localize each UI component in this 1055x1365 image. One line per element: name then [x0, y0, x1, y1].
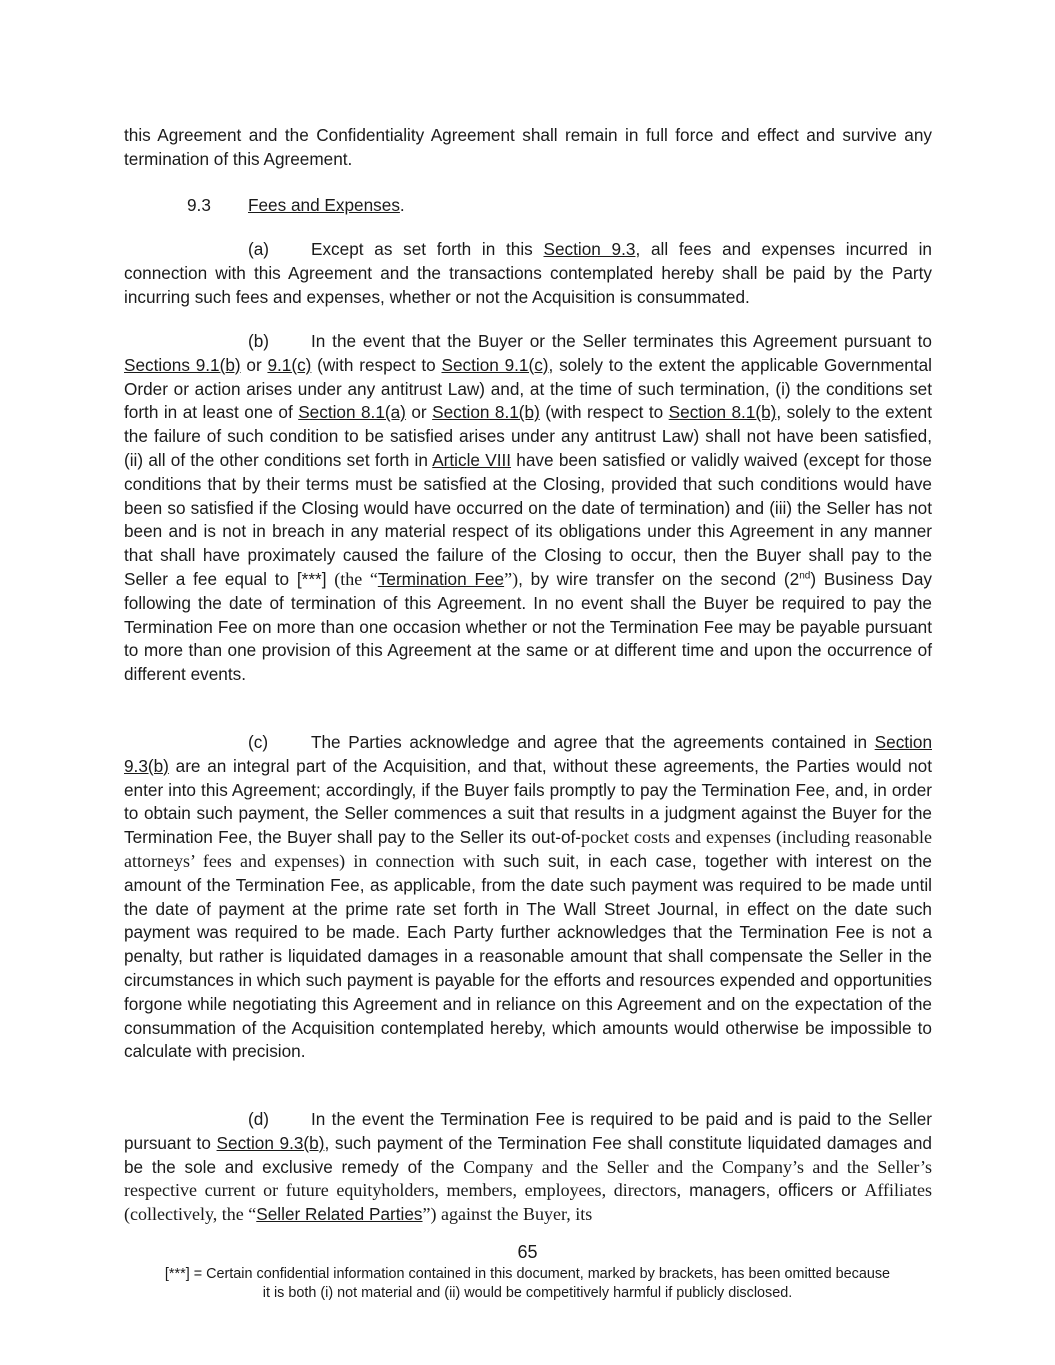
para-a-text-2: , all fees and expenses incurred in connection with this Agreement and the transactions contemplated hereby shall be paid by the Party incurring such fees and expenses, whether or not the Acquisition is consummated. — [124, 239, 932, 307]
paragraph-a-label: (a) — [248, 239, 270, 259]
para-a-text-1: Except as set forth in this — [311, 239, 544, 259]
article-reference-link: Article VIII — [432, 449, 512, 470]
section-title: Fees and Expenses — [248, 195, 400, 215]
paragraph-b-label: (b) — [248, 331, 270, 351]
section-title-period: . — [399, 195, 405, 215]
para-b-text-7: , solely to the extent the failure of such condition to be satisfied arises under any antitrust Law) shall not have been satisfied, (ii) all of the other conditions set forth in — [124, 402, 932, 470]
para-b-text-4: , solely to the extent the applicable Governmental Order or action arises under any antitrust Law) and, at the time of such termination, (i) the conditions set forth in at least one of — [124, 354, 932, 423]
para-d-text-5: Affiliates (collectively, the “ — [124, 1180, 932, 1225]
para-b-text-1: In the event that the Buyer or the Seller terminates this Agreement pursuant to — [311, 331, 932, 351]
defined-term-seller-related-parties: Seller Related Parties — [256, 1204, 423, 1225]
defined-term-termination-fee: Termination Fee — [377, 568, 505, 589]
footnote-line-2: it is both (i) not material and (ii) would be competitively harmful if publicly disclosed. — [262, 1285, 793, 1301]
section-reference-link: Section 9.3(b) — [216, 1132, 325, 1153]
para-b-text-10: ”) — [504, 568, 519, 589]
section-reference-link: Section 9.3 — [543, 239, 636, 259]
para-d-text-3: Company and the Seller and the Company’s and the Seller’s respective current or future equityholders, members, employees, directors, — [124, 1156, 932, 1201]
para-b-text-6: (with respect to — [539, 402, 669, 423]
paragraph-c-label: (c) — [248, 732, 269, 752]
section-reference-link: Sections 9.1(b) — [124, 354, 241, 375]
footnote-line-1: [***] = Certain confidential information contained in this document, marked by brackets, has been omitted because — [164, 1266, 891, 1282]
para-b-text-5: or — [405, 402, 433, 423]
paragraph-c — [124, 731, 932, 1064]
paragraph-a — [124, 238, 932, 309]
paragraph-b — [124, 330, 932, 687]
para-c-text-3: pocket costs and expenses (including reasonable attorneys’ fees and expenses) in connection with — [124, 827, 932, 871]
para-b-text-12: ) Business Day following the date of termination of this Agreement. In no event shall the Buyer be required to pay the Termination Fee on more than one occasion whether or not the Termination Fee may be payable pursuant to more than one provision of this Agreement at the same or at different time and upon the occurrence of different events. — [124, 568, 932, 685]
section-reference-link: Section 9.1(c) — [441, 354, 549, 375]
section-reference-link: 9.1(c) — [267, 354, 312, 375]
para-d-text-1: In the event the Termination Fee is required to be paid and is paid to the Seller pursuant to — [124, 1109, 932, 1153]
paragraph-d-label: (d) — [248, 1109, 270, 1129]
para-c-text-4: such suit, in each case, together with interest on the amount of the Termination Fee, as applicable, from the date such payment was required to be made until the date of payment at the prime rate set forth in The Wall Street Journal, in effect on the date such payment was required to be made. Each Party further acknowledges that the Termination Fee is not a penalty, but rather is liquidated damages in a reasonable amount that shall compensate the Seller in the circumstances in which such payment is payable for the efforts and resources expended and opportunities forgone while negotiating this Agreement and in reliance on this Agreement and on the expectation of the consummation of the Acquisition contemplated hereby, which amounts would otherwise be impossible to calculate with precision. — [124, 850, 932, 1062]
footnote — [110, 1265, 945, 1303]
para-b-text-2: or — [240, 354, 268, 375]
para-d-text-6: ”) against the Buyer, its — [422, 1204, 593, 1225]
para-d-text-4: managers, officers or — [681, 1180, 865, 1201]
para-b-text-11: , by wire transfer on the second (2 — [518, 568, 800, 589]
section-reference-link: Section 8.1(a) — [298, 402, 406, 423]
para-b-text-8: have been satisfied or validly waived (except for those conditions that by their terms must be satisfied at the Closing, provided that such conditions would have been so satisfied if the Closing would have occurred on the date of termination) and (iii) the Seller has not been and is not in breach in any material respect of its obligations under this Agreement in any manner that shall have proximately caused the failure of the Closing to occur, then the Buyer shall pay to the Seller a fee equal to [***] — [124, 449, 932, 589]
page-number: 65 — [517, 1242, 538, 1262]
para-b-text-9: (the “ — [334, 568, 378, 589]
intro-paragraph — [124, 124, 932, 172]
ordinal-superscript: nd — [799, 570, 811, 582]
para-d-text-2: , such payment of the Termination Fee shall constitute liquidated damages and be the sole and exclusive remedy of the — [124, 1132, 932, 1177]
intro-text: this Agreement and the Confidentiality Agreement shall remain in full force and effect and survive any termination of this Agreement. — [124, 125, 932, 169]
section-reference-link: Section 8.1(b) — [668, 402, 777, 423]
para-c-text-2: are an integral part of the Acquisition, and that, without these agreements, the Parties would not enter into this Agreement; accordingly, if the Buyer fails promptly to pay the Termination Fee, and, in order to obtain such payment, the Seller commences a suit that results in a judgment against the Buyer for the Termination Fee, the Buyer shall pay to the Seller its out-of- — [124, 755, 932, 848]
section-heading — [187, 194, 405, 218]
section-number: 9.3 — [187, 195, 211, 215]
para-c-text-1: The Parties acknowledge and agree that the agreements contained in — [311, 732, 875, 752]
section-reference-link: Section 8.1(b) — [432, 402, 540, 423]
paragraph-d — [124, 1108, 932, 1227]
section-reference-link: Section 9.3(b) — [124, 732, 932, 776]
para-b-text-3: (with respect to — [311, 354, 442, 375]
